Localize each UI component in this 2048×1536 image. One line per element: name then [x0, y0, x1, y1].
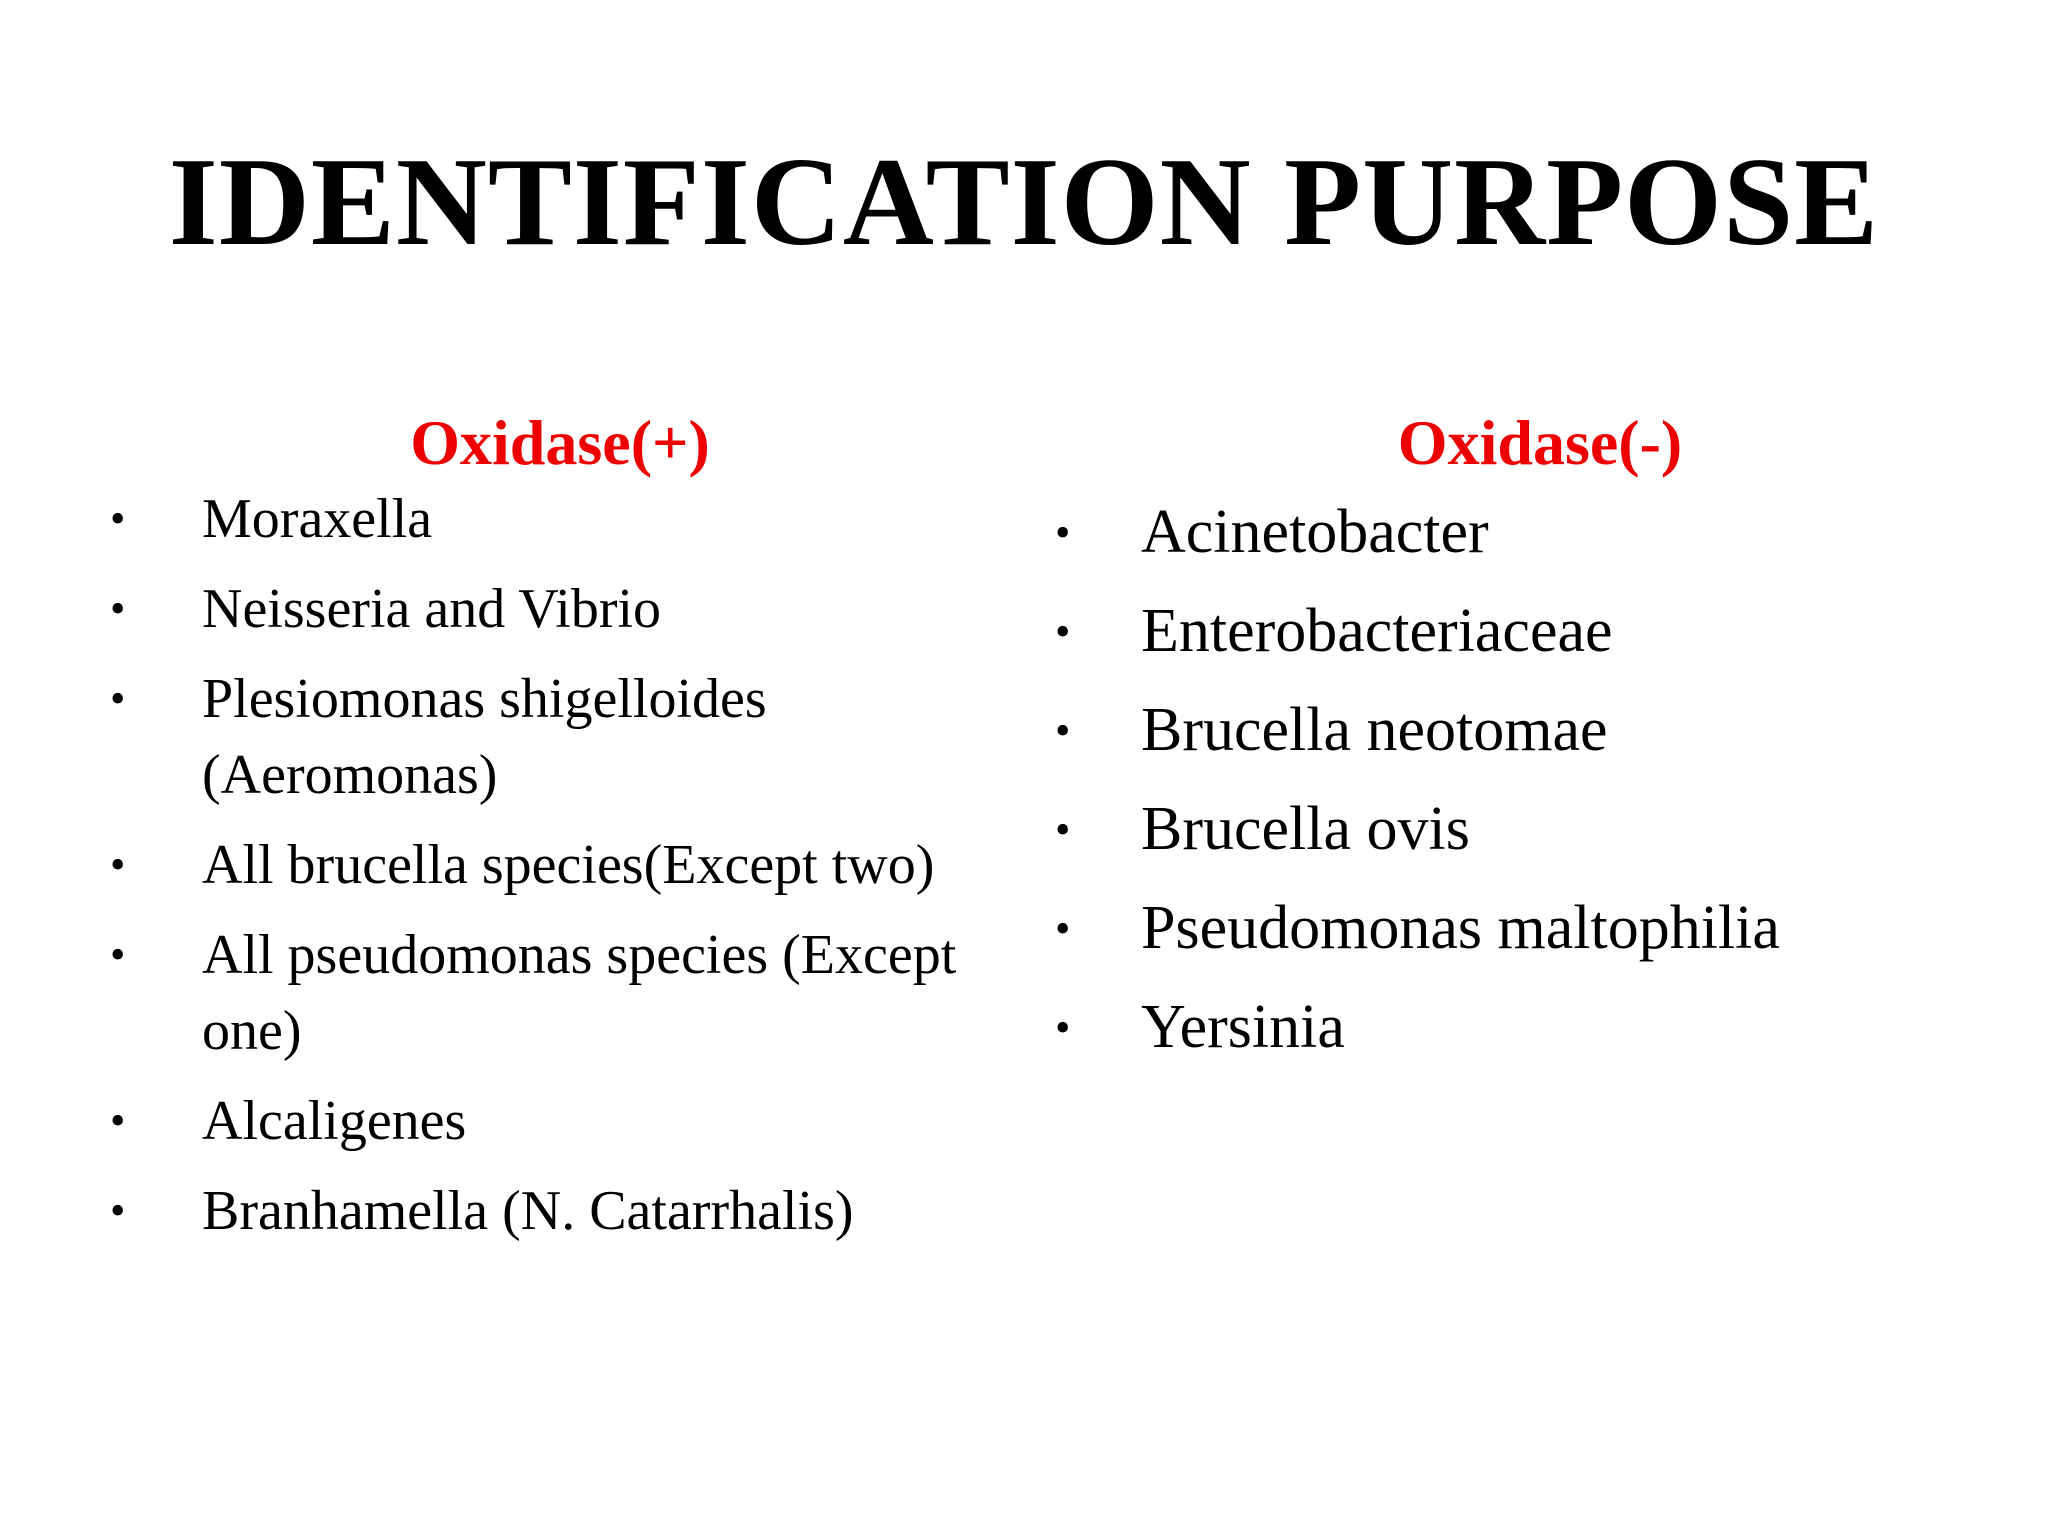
- bullet-icon: •: [1055, 508, 1071, 557]
- list-item: [110, 481, 990, 557]
- list-item-text: Alcaligenes: [202, 1090, 467, 1152]
- list-item-text: All brucella species(Except two): [202, 834, 935, 896]
- bullet-icon: •: [110, 840, 126, 889]
- list-item-text: Neisseria and Vibrio: [202, 578, 662, 640]
- bullet-icon: •: [1055, 805, 1071, 854]
- list-item-text: Moraxella: [202, 488, 433, 550]
- bullet-icon: •: [1055, 904, 1071, 953]
- list-item: [110, 917, 990, 1069]
- bullet-icon: •: [110, 1186, 126, 1235]
- list-item: [1055, 582, 1975, 681]
- oxidase-negative-list: [1055, 483, 1975, 1077]
- bullet-icon: •: [1055, 1003, 1071, 1052]
- list-item-text: Acinetobacter: [1141, 498, 1489, 566]
- list-item: [110, 827, 990, 903]
- list-item-text: Yersinia: [1141, 993, 1345, 1061]
- bullet-icon: •: [110, 1096, 126, 1145]
- bullet-icon: •: [110, 584, 126, 633]
- list-item-text: Brucella neotomae: [1141, 696, 1608, 764]
- oxidase-negative-heading: Oxidase(-): [1397, 407, 1683, 478]
- list-item: [1055, 978, 1975, 1077]
- oxidase-positive-column: [110, 395, 990, 1249]
- list-item: [110, 661, 990, 813]
- bullet-icon: •: [1055, 607, 1071, 656]
- list-item: [110, 1083, 990, 1159]
- list-item-text: Brucella ovis: [1141, 795, 1470, 863]
- list-item: [1055, 879, 1975, 978]
- list-item-text: Pseudomonas maltophilia: [1141, 894, 1780, 962]
- bullet-icon: •: [110, 930, 126, 979]
- list-item: [1055, 483, 1975, 582]
- list-item-text: All pseudomonas species (Except one): [202, 924, 957, 1062]
- oxidase-positive-list: [110, 481, 990, 1249]
- list-item: [110, 1173, 990, 1249]
- bullet-icon: •: [110, 494, 126, 543]
- list-item-text: Branhamella (N. Catarrhalis): [202, 1180, 854, 1242]
- bullet-icon: •: [1055, 706, 1071, 755]
- list-item-text: Plesiomonas shigelloides (Aeromonas): [202, 668, 767, 806]
- list-item: [1055, 780, 1975, 879]
- slide-title: IDENTIFICATION PURPOSE: [168, 133, 1880, 272]
- list-item-text: Enterobacteriaceae: [1141, 597, 1613, 665]
- list-item: [110, 571, 990, 647]
- oxidase-positive-heading: Oxidase(+): [410, 407, 710, 478]
- oxidase-negative-column: [1055, 395, 1975, 1077]
- list-item: [1055, 681, 1975, 780]
- bullet-icon: •: [110, 674, 126, 723]
